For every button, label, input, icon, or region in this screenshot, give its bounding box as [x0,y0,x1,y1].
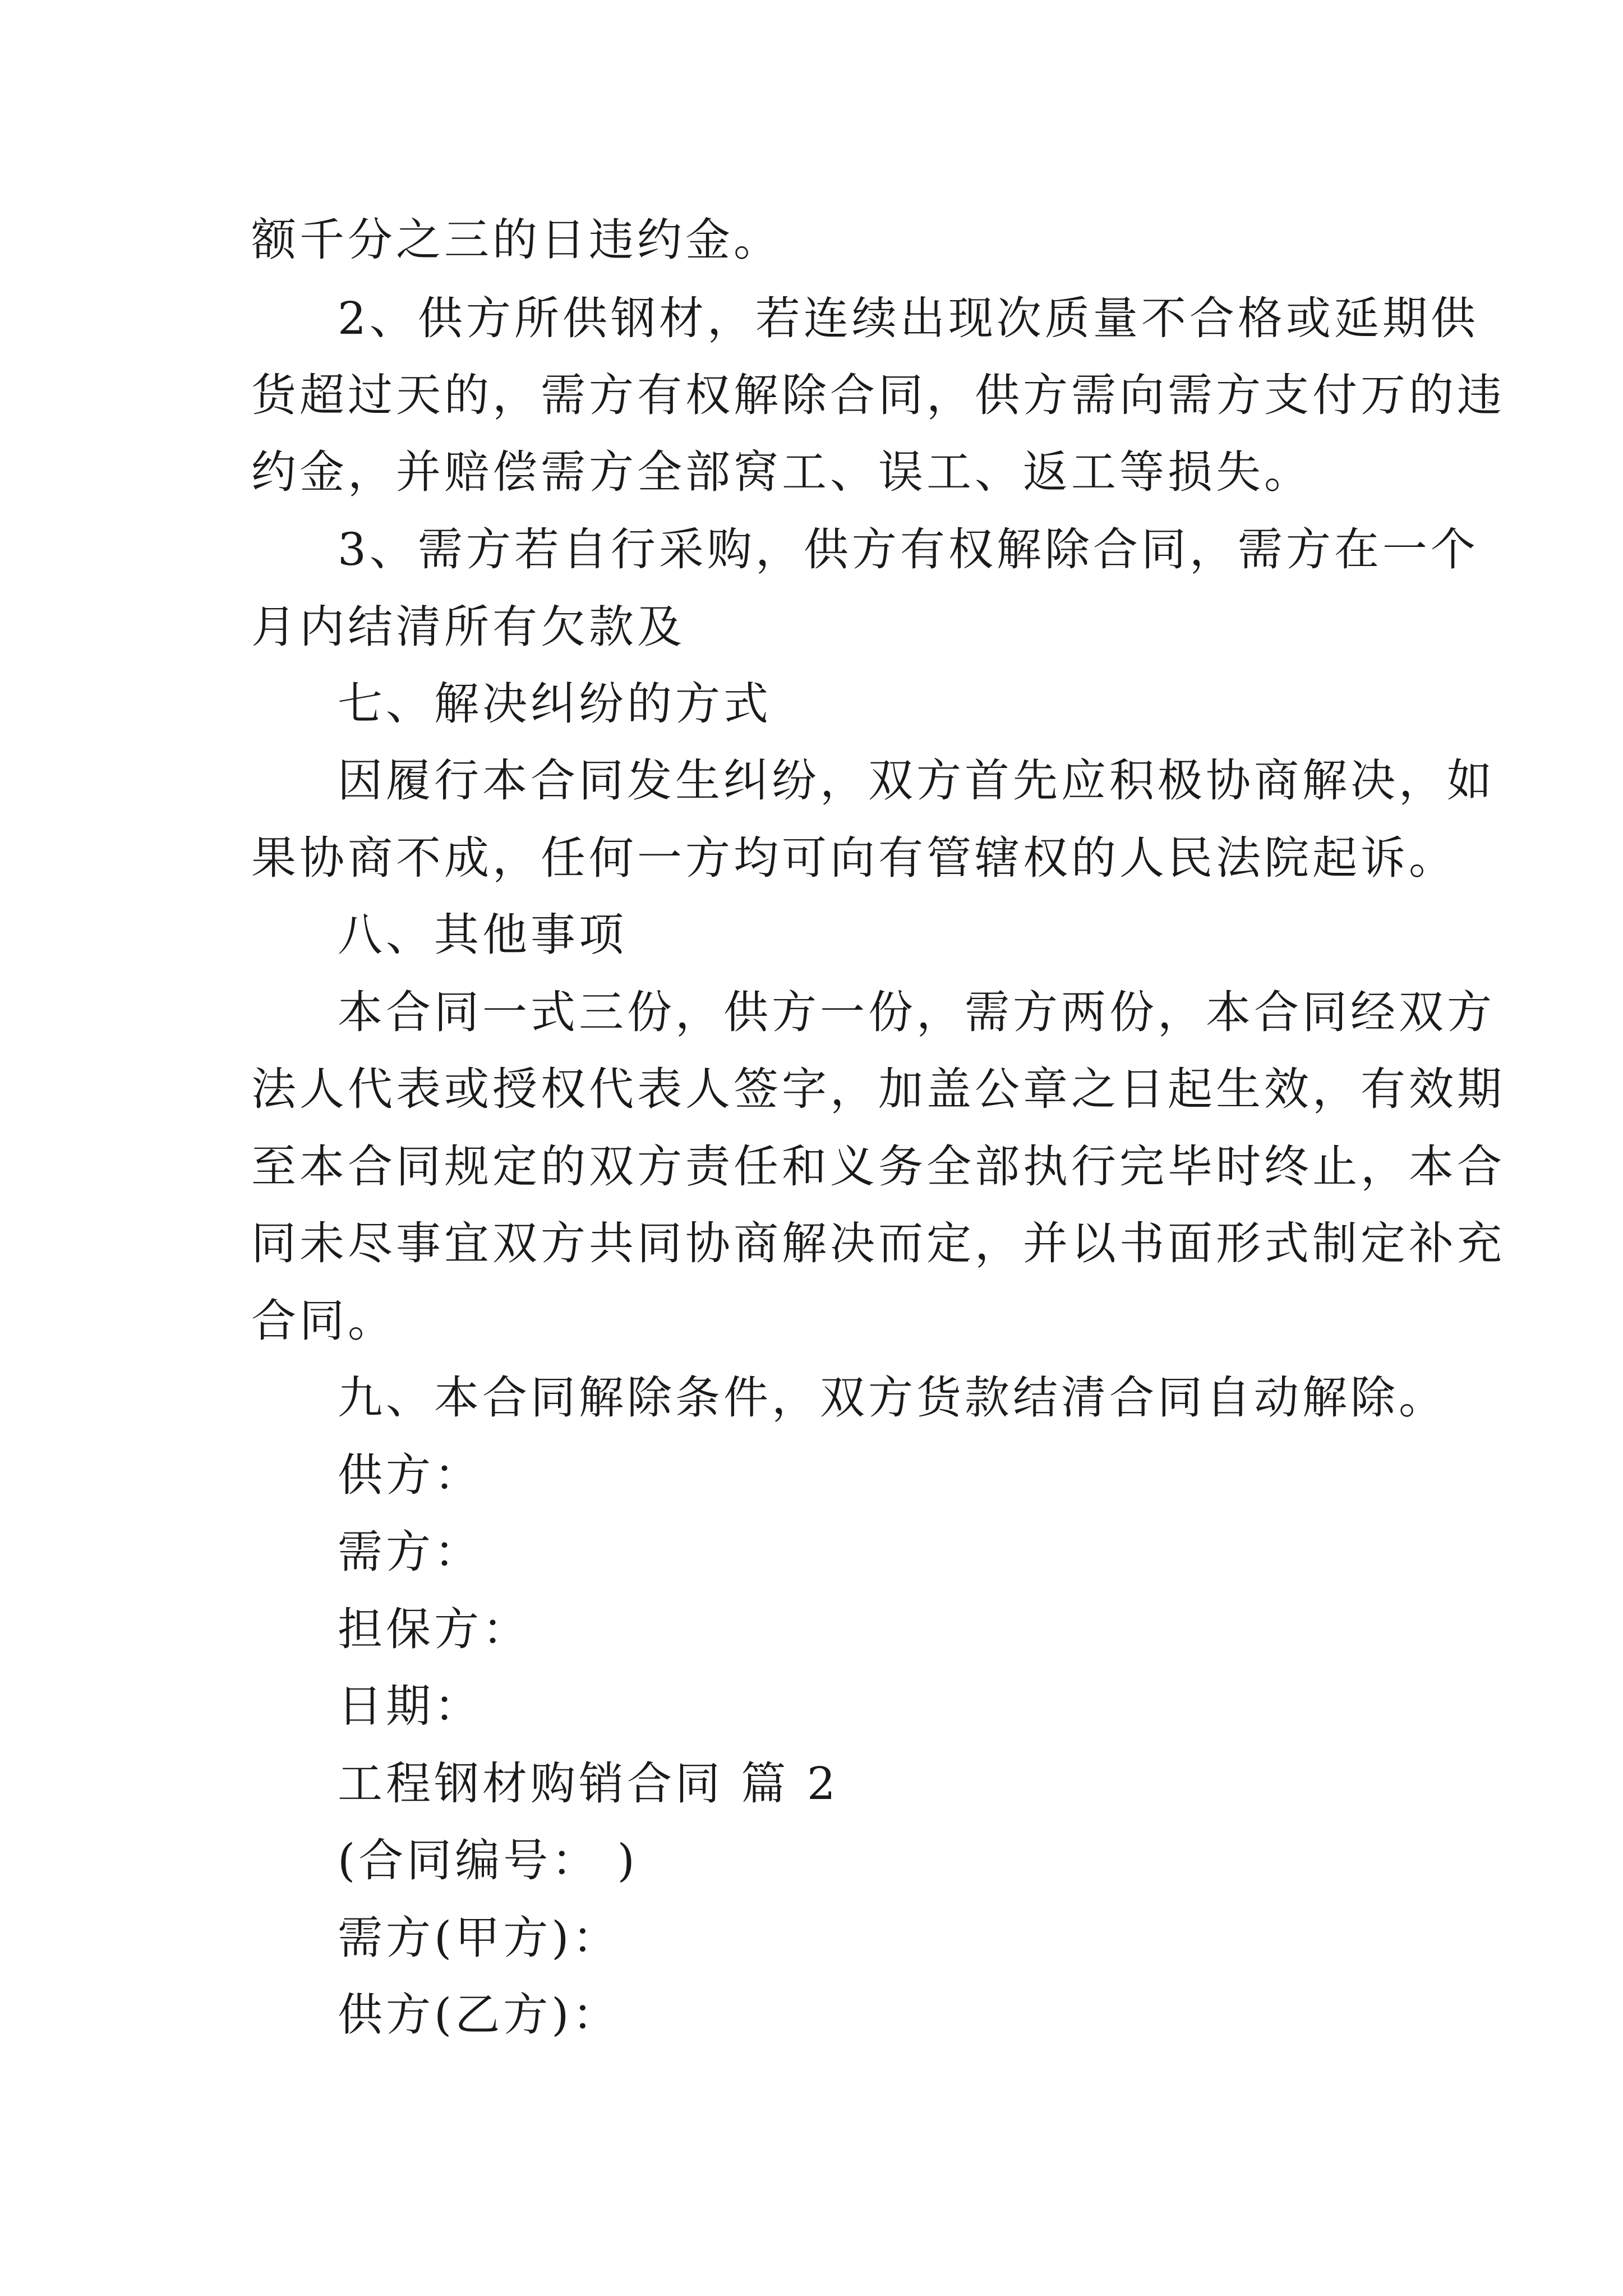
signature-buyer-label: 需方： [338,1526,482,1578]
text-line: 2、供方所供钢材，若连续出现次质量不合格或延期供 [338,292,1479,344]
text-line: 合同。 [251,1295,396,1347]
text-line: 3、需方若自行采购，供方有权解除合同，需方在一个 [338,523,1479,576]
party-b-label: 供方(乙方)： [338,1989,621,2041]
section-title: 工程钢材购销合同 篇 2 [338,1757,839,1810]
signature-date-label: 日期： [338,1680,482,1732]
text-line: 额千分之三的日违约金。 [251,214,782,266]
party-a-label: 需方(甲方)： [338,1912,621,1964]
text-line: 同未尽事宜双方共同协商解决而定，并以书面形式制定补充 [251,1217,1505,1269]
text-line: 法人代表或授权代表人签字，加盖公章之日起生效，有效期 [251,1063,1505,1115]
text-line: 货超过天的，需方有权解除合同，供方需向需方支付万的违 [251,369,1505,421]
text-line: 月内结清所有欠款及 [251,601,685,653]
text-line: 果协商不成，任何一方均可向有管辖权的人民法院起诉。 [251,832,1457,884]
text-line: 约金，并赔偿需方全部窝工、误工、返工等损失。 [251,446,1312,498]
contract-number-line: (合同编号： ) [338,1834,638,1887]
section-heading: 八、其他事项 [338,909,627,961]
signature-guarantor-label: 担保方： [338,1603,531,1655]
signature-supplier-label: 供方： [338,1449,482,1501]
text-line: 至本合同规定的双方责任和义务全部执行完毕时终止，本合 [251,1140,1505,1193]
section-heading: 七、解决纠纷的方式 [338,678,772,730]
text-line: 因履行本合同发生纠纷，双方首先应积极协商解决，如 [338,754,1495,807]
text-line: 九、本合同解除条件，双方货款结清合同自动解除。 [338,1372,1447,1424]
text-line: 本合同一式三份，供方一份，需方两份，本合同经双方 [338,986,1495,1038]
